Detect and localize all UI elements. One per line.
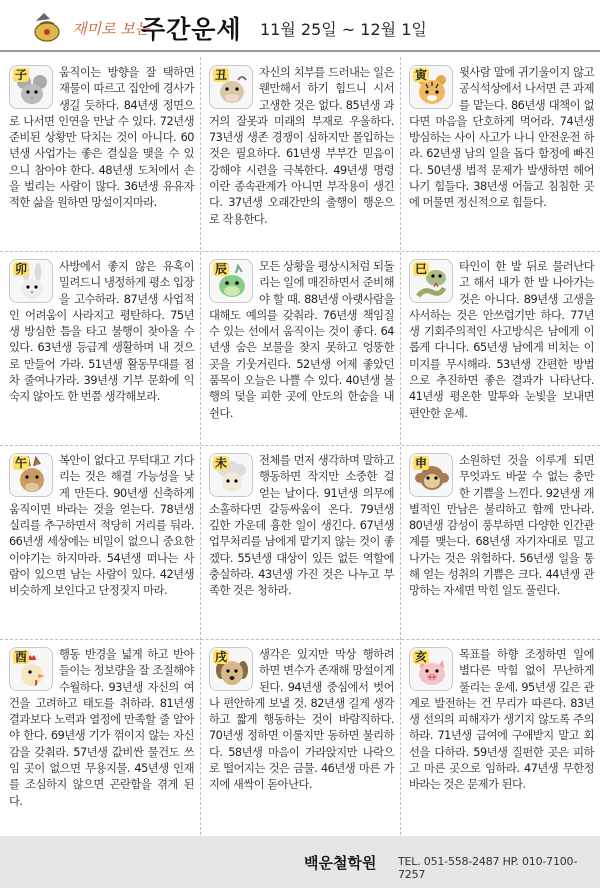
fortune-rooster (0, 639, 200, 833)
horse-icon (9, 453, 53, 497)
rooster-icon (9, 647, 53, 691)
ox-icon (209, 65, 253, 109)
header (0, 0, 600, 52)
fortune-text: 생각은 있지만 막상 행하려 하면 변수가 존재해 망설이게 된다. 94년생 중심에서 벗어나 편안하게 보낼 것. 82년생 길게 생각하고 짧게 행동하는 것이 바람직하다. 70년생 정하면 이룰지만 동하면 불리하다. 58년생 마음이 가라앉지만 나락으로 떨어지는 것은 금물. 46년생 마른 가지에 새싹이 돋아난다. (209, 648, 394, 792)
zodiac-sign: 未 (215, 456, 228, 470)
fortune-mouse (0, 57, 200, 251)
fortune-horse (0, 445, 200, 639)
fortune-text: 목표를 하향 조정하면 일에 별다른 막힘 없이 무난하게 풀리는 운세. 95년생 깊은 관계로 발전하는 건 무리가 따른다. 83년생 선의의 피해자가 생기지 않도록 주의하라. 71년생 급여에 구애받지 말고 회선을 다하라. 59년생 질펀한 곳은 피하고 마른 곳으로 임하라. 47년생 무한정 바라는 것은 문제가 된다. (409, 648, 594, 792)
zodiac-sign: 子 (15, 68, 28, 82)
fortune-monkey (400, 445, 600, 639)
zodiac-sign: 卯 (15, 262, 28, 276)
zodiac-sign: 寅 (415, 68, 428, 82)
pig-icon (409, 647, 453, 691)
fortune-text: 사방에서 좋지 않은 유혹이 밀려드니 냉정하게 평소 입장을 고수하라. 87년생 사업적인 어려움이 사라지고 평탄하다. 75년생 방심한 틈을 타고 불행이 찾아올 수 있다. 63년생 등급계 생활하며 내 것으로 만들어 가라. 51년생 활동무대를 점차 줄여나가라. 39년생 기부 문화에 익숙지 않아도 한 번쯤 생각해보라. (9, 260, 194, 404)
monkey-icon (409, 453, 453, 497)
fortune-pig (400, 639, 600, 833)
fortune-text: 자신의 치부를 드러내는 일은 웬만해서 하기 힘드니 시서 고생한 것은 없다. 85년생 과거의 잘못과 미래의 부재로 우울하다. 73년생 생존 경쟁이 심하지만 몰입하는 것은 필요하다. 61년생 부부간 믿음이 강해야 시련을 극복한다. 49년생 명령이란 종속관계가 아니면 부작용이 생긴다. 37년생 오래간만의 출행이 행운으로 작용한다. (209, 66, 394, 226)
sheep-icon (209, 453, 253, 497)
lucky-pouch-icon (30, 9, 64, 43)
header-title: 주간운세 (141, 15, 242, 44)
fortune-rabbit (0, 251, 200, 445)
zodiac-sign: 亥 (415, 650, 428, 664)
fortune-sheep (200, 445, 400, 639)
fortune-text: 복안이 없다고 무턱대고 기다리는 것은 해결 가능성을 낮게 만든다. 90년생 신축하게 움직이면 바라는 것을 얻는다. 78년생 실리를 추구하면서 적당히 거리를 둬라. 66년생 세상에는 비밀이 없으니 중요한 이야기는 하지마라. 54년생 떠나는 사람이 있으면 남는 사람이 있다. 42년생 비슷하게 보인다고 단정짓지 마라. (9, 454, 194, 598)
fortune-text: 행동 반경을 넓게 하고 반아들이는 정보량을 잘 조절해야 수월하다. 93년생 자신의 여건을 고려하고 태도를 취하라. 81년생 결과보다 노력과 열정에 만족할 줄 알아야 한다. 69년생 기가 꺾이지 않는 자신감을 갖춰라. 57년생 값비싼 물건도 쓰임 곳이 없으면 무용지물. 45년생 인재를 조심하지 않으면 곤란함을 겪게 된다. (9, 648, 194, 808)
contact-info: TEL. 051-558-2487 HP. 010-7100-7257 (398, 855, 578, 881)
fortune-text: 모든 상황을 평상시처럼 되돌리는 일에 매진하면서 준비해야 할 때. 88년생 아랫사람을 대해도 예의를 갖춰라. 76년생 책임질 수 있는 선에서 움직이는 것이 좋다. 64년생 숨은 보물을 찾지 못하고 엉뚱한 곳을 기웃거린다. 52년생 어제 좋았던 품목이 오늘은 나쁠 수 있다. 40년생 불행의 덫을 피한 곳에 안도의 한숨을 내쉰다. (209, 260, 394, 420)
dog-icon (209, 647, 253, 691)
zodiac-sign: 酉 (15, 650, 28, 664)
fortune-dog (200, 639, 400, 833)
zodiac-sign: 戌 (215, 650, 228, 664)
zodiac-sign: 巳 (415, 262, 428, 276)
footer (0, 836, 600, 888)
academy-name: 백운철학원 (304, 854, 377, 872)
fortune-text: 타인이 한 발 뒤로 물러난다고 해서 내가 한 발 나아가는 것은 아니다. 89년생 고생을 사서하는 것은 안쓰럽기만 하다. 77년생 기회주의적인 사고방식은 남에게 이롭게 다니다. 65년생 남에게 비치는 이미지를 무시해라. 53년생 간편한 방법으로 추진하면 좋은 결과가 나타난다. 41년생 평온한 말투와 눈빛을 보내면 편안한 운세. (409, 260, 594, 420)
fortune-text: 움직이는 방향을 잘 택하면 재물이 따르고 집안에 경사가 생길 듯하다. 84년생 정면으로 나서면 인연을 만날 수 있다. 72년생 준비된 상황만 닥치는 것이 아니다. 60년생 사업가는 좋은 결실을 맺을 수 있으니 참아야 한다. 48년생 도처에서 손을 벌리는 사람이 많다. 36년생 유유자적한 삶을 원하면 망설이지마라. (9, 66, 194, 210)
snake-icon (409, 259, 453, 303)
fortune-tiger (400, 57, 600, 251)
fortune-dragon (200, 251, 400, 445)
fortune-ox (200, 57, 400, 251)
fortune-text: 전체를 먼저 생각하며 말하고 행동하면 작지만 소중한 걸 얻는 날이다. 91년생 의무에 소홀하다면 갈등싸움이 온다. 79년생 깊한 가운데 흉한 일이 생긴다. 67년생 업무처리를 남에게 맡기지 않는 것이 좋겠다. 55년생 대상이 있든 없든 역할에 충실하라. 43년생 가진 것은 나누고 부족한 것은 청하라. (209, 454, 394, 598)
rabbit-icon (9, 259, 53, 303)
fortune-text: 소원하던 것을 이루게 되면 무엇과도 바꿀 수 없는 충만한 기쁨을 느낀다. 92년생 개별적인 만남은 불리하고 함께 만나라. 80년생 감성이 풍부하면 다양한 인간관계를 맺는다. 68년생 자기자대로 밀고 나가는 것은 위험하다. 56년생 일을 통해 얻는 성취의 기쁨은 크다. 44년생 관망하는 자세면 막힌 일도 풀린다. (409, 454, 594, 598)
fortune-grid (0, 57, 600, 835)
header-subtitle: 재미로 보는 (72, 20, 150, 38)
tiger-icon (409, 65, 453, 109)
zodiac-sign: 丑 (215, 68, 228, 82)
zodiac-sign: 申 (415, 456, 428, 470)
mouse-icon (9, 65, 53, 109)
dragon-icon (209, 259, 253, 303)
zodiac-sign: 午 (15, 456, 28, 470)
fortune-snake (400, 251, 600, 445)
date-range: 11월 25일 ~ 12월 1일 (260, 20, 427, 39)
fortune-text: 윗사람 말에 귀기울이지 않고 공식석상에서 나서면 큰 과제를 맡는다. 86년생 대책이 없다면 마음을 단호하게 먹어라. 74년생 방심하는 사이 사고가 나니 안전운전 하라. 62년생 남의 일을 돕다 함정에 빠진다. 50년생 법적 문제가 발생하면 헤어나기 힘들다. 38년생 어둡고 침침한 곳에 머물면 정신적으로 힘들다. (409, 66, 594, 210)
zodiac-sign: 辰 (215, 262, 228, 276)
